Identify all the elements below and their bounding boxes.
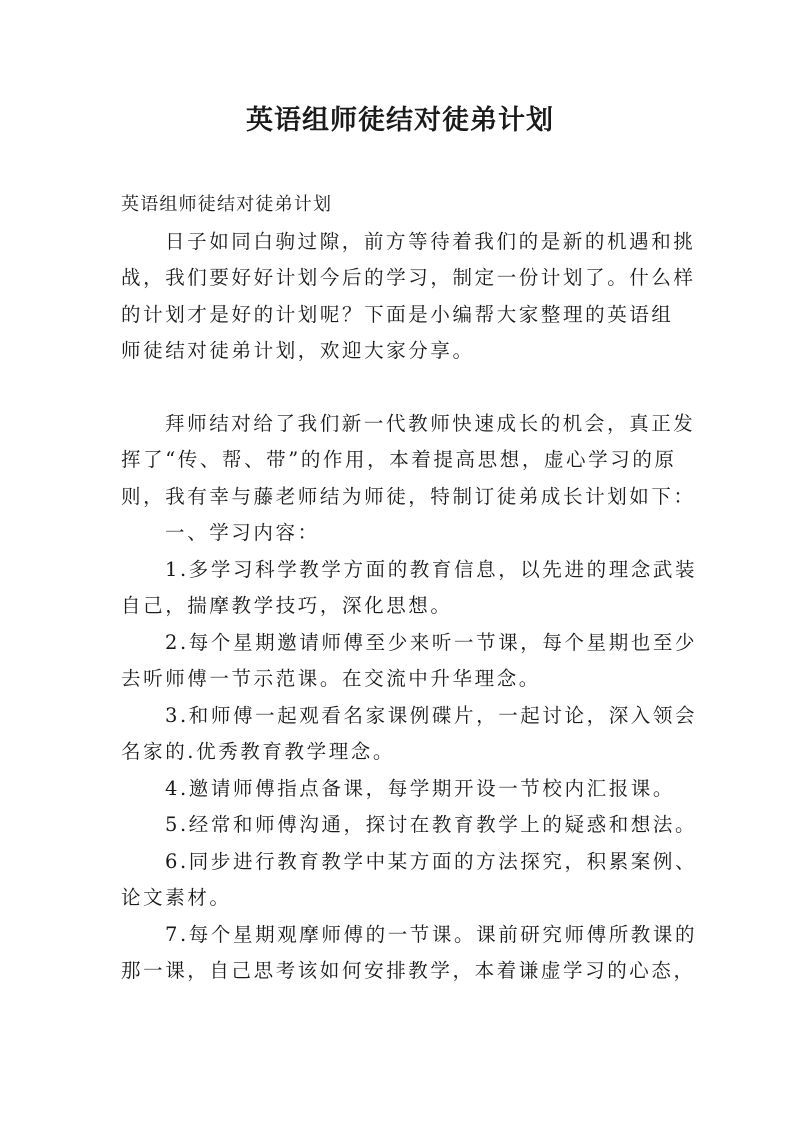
intro-line: 师徒结对徒弟计划，欢迎大家分享。 [121,339,475,362]
list-item-line: 6.同步进行教育教学中某方面的方法探究，积累案例、 [165,849,698,873]
list-item-line: 论文素材。 [121,886,232,909]
section-heading: 一、学习内容： [165,521,320,544]
paragraph-line: 挥了“传、帮、带”的作用，本着提高思想，虚心学习的原 [121,448,677,471]
list-item-line: 1.多学习科学教学方面的教育信息，以先进的理念武装 [165,557,698,581]
list-item-line: 名家的.优秀教育教学理念。 [121,740,395,763]
paragraph-gap [121,370,687,406]
intro-line: 战，我们要好好计划今后的学习，制定一份计划了。什么样 [121,266,696,289]
document-body [121,187,698,990]
document-subtitle: 英语组师徒结对徒弟计划 [121,194,333,215]
intro-line: 的计划才是好的计划呢？下面是小编帮大家整理的英语组 [121,302,674,326]
paragraph-line: 则，我有幸与藤老师结为师徒，特制订徒弟成长计划如下： [121,484,696,508]
list-item-line: 自己，揣摩教学技巧，深化思想。 [121,594,453,617]
list-item-line: 4.邀请师傅指点备课，每学期开设一节校内汇报课。 [165,776,676,800]
list-item-line: 7.每个星期观摩师傅的一节课。课前研究师傅所教课的 [165,922,698,946]
list-item-line: 去听师傅一节示范课。在交流中升华理念。 [121,667,541,690]
list-item-line: 那一课，自己思考该如何安排教学，本着谦虚学习的心态， [121,959,696,982]
list-item-line: 5.经常和师傅沟通，探讨在教育教学上的疑惑和想法。 [165,813,698,836]
intro-line: 日子如同白驹过隙，前方等待着我们的是新的机遇和挑 [165,229,696,253]
list-item-line: 3.和师傅一起观看名家课例碟片，一起讨论，深入领会 [165,703,698,727]
paragraph-line: 拜师结对给了我们新一代教师快速成长的机会，真正发 [165,411,696,435]
document-title: 英语组师徒结对徒弟计划 [246,105,554,136]
list-item-line: 2.每个星期邀请师傅至少来听一节课，每个星期也至少 [165,630,698,654]
